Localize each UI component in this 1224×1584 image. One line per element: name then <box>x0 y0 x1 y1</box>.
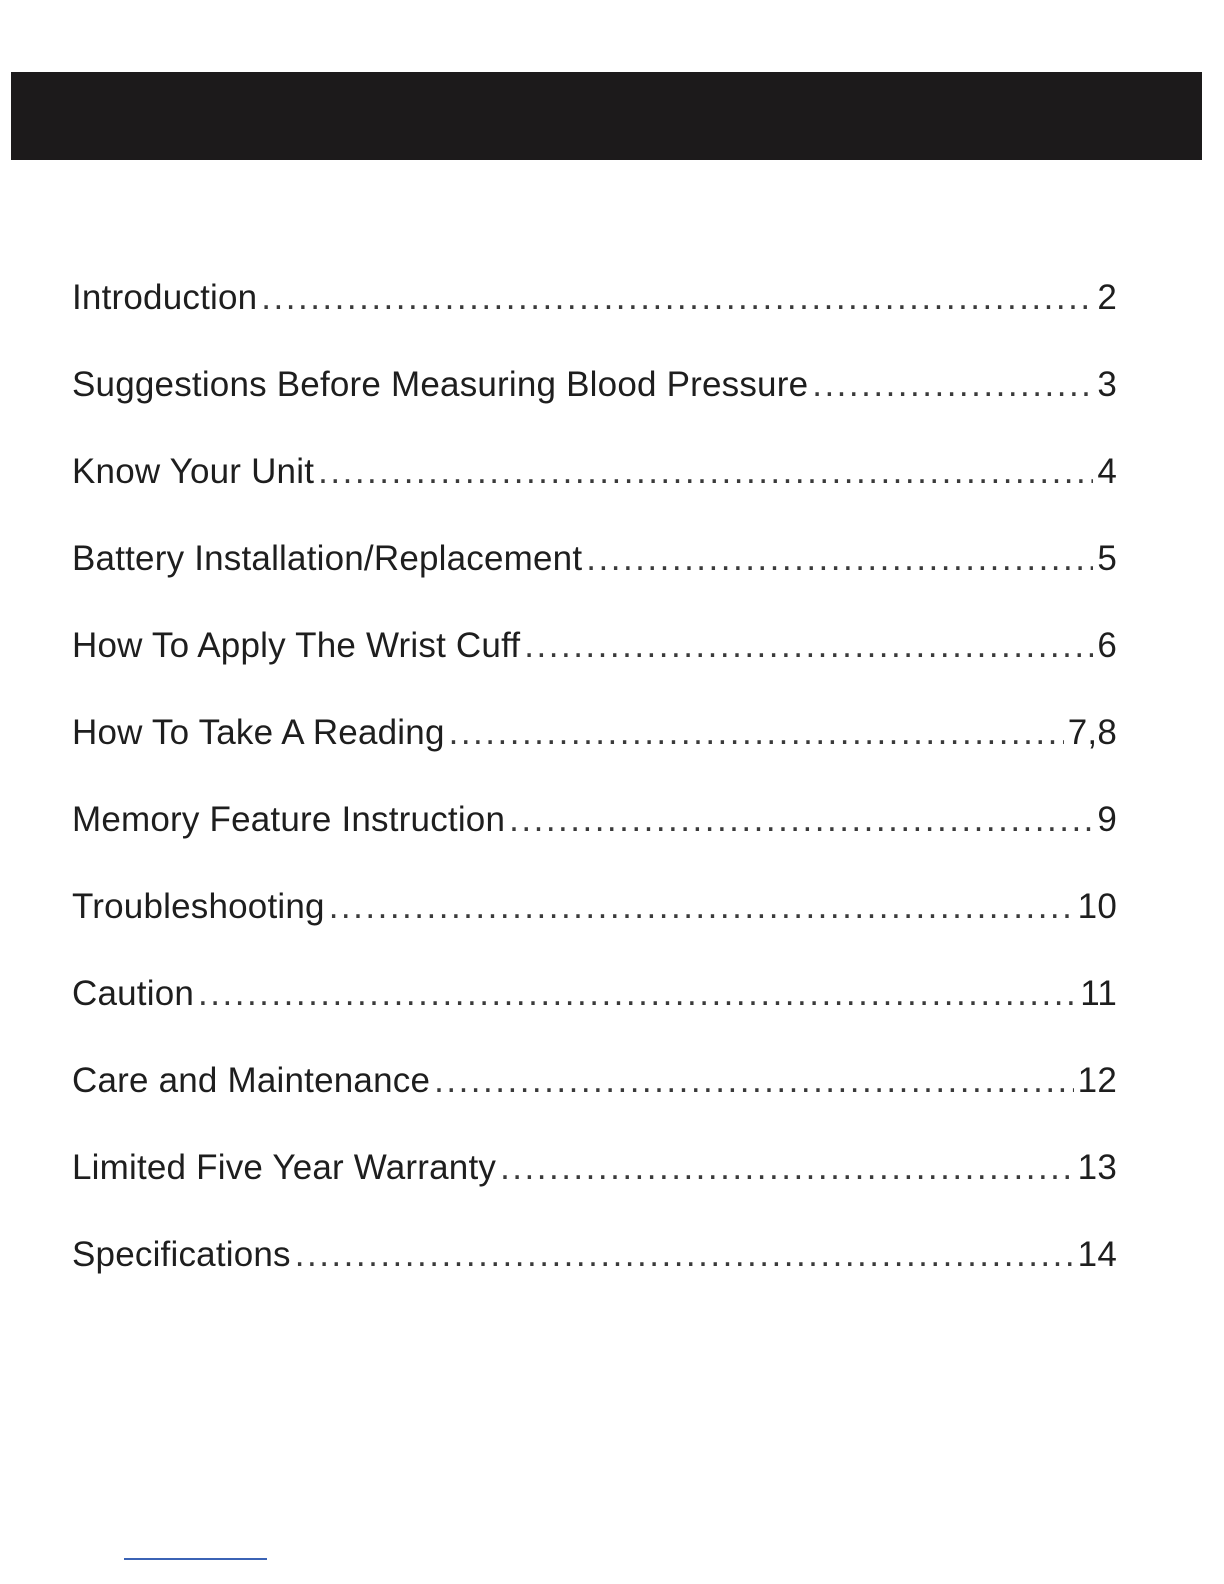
toc-entry-know-your-unit[interactable] <box>72 442 1117 529</box>
toc-dot-leader <box>586 529 1093 589</box>
toc-entry-warranty[interactable] <box>72 1138 1117 1225</box>
toc-entry-title: Care and Maintenance <box>72 1061 431 1100</box>
table-of-contents <box>72 268 1117 1312</box>
toc-entry-page: 5 <box>1097 539 1117 578</box>
toc-entry-title: Caution <box>72 974 195 1013</box>
toc-dot-leader <box>500 1138 1074 1198</box>
toc-entry-specifications[interactable] <box>72 1225 1117 1312</box>
toc-entry-page: 14 <box>1077 1235 1117 1274</box>
toc-entry-care[interactable] <box>72 1051 1117 1138</box>
toc-entry-page: 10 <box>1077 887 1117 926</box>
toc-dot-leader <box>329 877 1074 937</box>
toc-entry-page: 3 <box>1097 365 1117 404</box>
toc-entry-page: 7,8 <box>1067 713 1117 752</box>
header-bar <box>11 72 1202 160</box>
toc-entry-suggestions[interactable] <box>72 355 1117 442</box>
toc-entry-title: Memory Feature Instruction <box>72 800 506 839</box>
toc-dot-leader <box>812 355 1093 415</box>
toc-entry-page: 2 <box>1097 278 1117 317</box>
toc-entry-title: How To Take A Reading <box>72 713 445 752</box>
toc-dot-leader <box>261 268 1093 328</box>
toc-entry-page: 13 <box>1077 1148 1117 1187</box>
toc-entry-title: How To Apply The Wrist Cuff <box>72 626 521 665</box>
toc-entry-wrist-cuff[interactable] <box>72 616 1117 703</box>
toc-entry-title: Limited Five Year Warranty <box>72 1148 497 1187</box>
toc-entry-title: Specifications <box>72 1235 291 1274</box>
toc-entry-memory[interactable] <box>72 790 1117 877</box>
footer-rule <box>124 1558 267 1560</box>
toc-dot-leader <box>509 790 1093 850</box>
toc-entry-title: Know Your Unit <box>72 452 315 491</box>
toc-entry-troubleshooting[interactable] <box>72 877 1117 964</box>
toc-entry-page: 9 <box>1097 800 1117 839</box>
toc-entry-take-reading[interactable] <box>72 703 1117 790</box>
toc-dot-leader <box>295 1225 1074 1285</box>
toc-entry-page: 6 <box>1097 626 1117 665</box>
toc-dot-leader <box>524 616 1093 676</box>
toc-entry-caution[interactable] <box>72 964 1117 1051</box>
toc-dot-leader <box>198 964 1076 1024</box>
toc-dot-leader <box>449 703 1064 763</box>
toc-entry-title: Introduction <box>72 278 258 317</box>
toc-entry-title: Troubleshooting <box>72 887 325 926</box>
toc-entry-page: 4 <box>1097 452 1117 491</box>
toc-dot-leader <box>318 442 1093 502</box>
toc-entry-page: 11 <box>1080 974 1117 1013</box>
toc-entry-battery[interactable] <box>72 529 1117 616</box>
toc-entry-introduction[interactable] <box>72 268 1117 355</box>
toc-dot-leader <box>434 1051 1074 1111</box>
toc-entry-page: 12 <box>1077 1061 1117 1100</box>
toc-entry-title: Battery Installation/Replacement <box>72 539 583 578</box>
toc-entry-title: Suggestions Before Measuring Blood Pressure <box>72 365 809 404</box>
